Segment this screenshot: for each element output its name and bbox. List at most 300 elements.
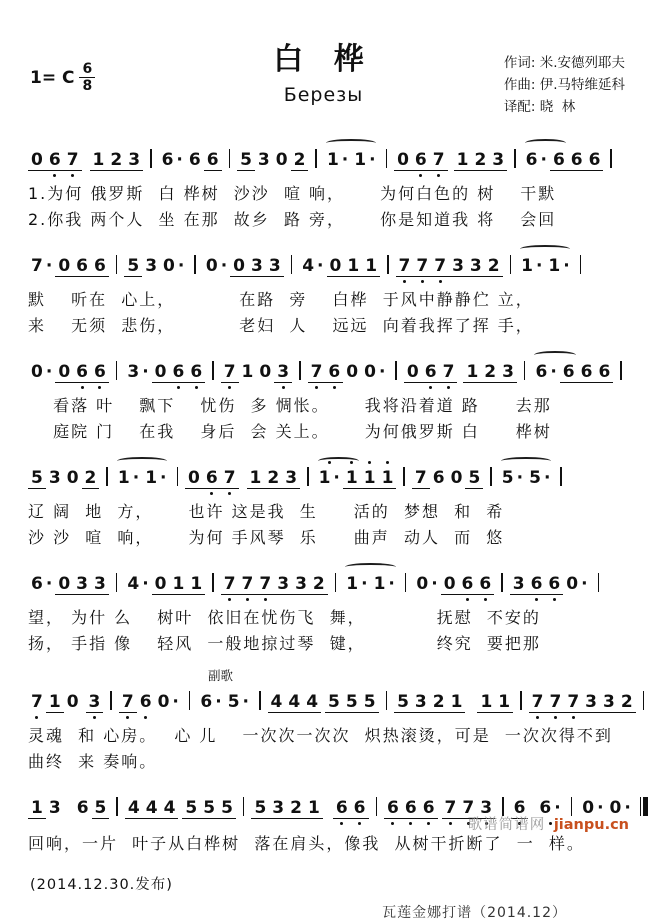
note: 6 [188, 150, 201, 170]
note: 2 [618, 692, 636, 713]
low-octave-dot [71, 174, 74, 177]
note: 6 [578, 362, 596, 383]
note: 1 · [145, 468, 167, 488]
note: 1 · [354, 150, 376, 170]
credit-lyricist: 作词: 米.安德列耶夫 [503, 55, 625, 71]
augmentation-dot: · [142, 362, 149, 382]
note: 7 [396, 256, 414, 277]
note: 0 [327, 256, 345, 277]
barline-icon [307, 467, 309, 486]
barline-icon [580, 255, 582, 274]
note: 2 [291, 150, 309, 171]
augmentation-dot: · [369, 150, 376, 170]
low-octave-dot [409, 822, 412, 825]
augmentation-dot: · [177, 256, 185, 276]
note: 7 [440, 362, 458, 383]
lyric-line: 灵魂 和 心房。 心 儿 一次次一次次 炽热滚烫，可是 一次次得不到 [28, 726, 613, 745]
note: 4 [143, 798, 161, 819]
note: 6 [73, 362, 91, 383]
barline-icon [116, 797, 118, 816]
barline-icon [194, 255, 196, 274]
note: 0 · [163, 256, 185, 276]
tie-arc [534, 351, 576, 359]
low-octave-dot [484, 598, 487, 601]
note: 5 [394, 692, 412, 713]
note: 3 [499, 362, 517, 383]
note: 4 [268, 692, 286, 713]
note: 3 [91, 574, 109, 595]
low-octave-dot [340, 822, 343, 825]
barline-icon [387, 255, 389, 274]
note: 6 · [31, 574, 53, 594]
note: 2 [485, 256, 503, 277]
barline-icon [560, 467, 562, 486]
high-octave-dot [368, 461, 371, 464]
barline-icon [490, 467, 492, 486]
watermark [468, 813, 629, 834]
low-octave-dot [315, 386, 318, 389]
low-octave-dot [126, 716, 129, 719]
note: 6 · [525, 150, 547, 170]
note: 1 · [316, 468, 343, 488]
notation-line [28, 136, 635, 181]
low-octave-dot [439, 280, 442, 283]
note: 0 [404, 362, 422, 383]
low-octave-dot [53, 174, 56, 177]
note: 1 [241, 362, 254, 382]
augmentation-dot: · [45, 256, 53, 276]
note: 0 · [31, 362, 53, 382]
notation-line [28, 560, 635, 605]
note: 6 [511, 798, 529, 819]
note: 0 [275, 150, 288, 170]
low-octave-dot [535, 598, 538, 601]
note: 7 [256, 574, 274, 595]
watermark-domain-link[interactable]: jianpu.cn [553, 817, 629, 833]
note: 5 · [501, 468, 524, 488]
low-octave-dot [98, 386, 101, 389]
note: 2 [82, 468, 100, 489]
note: 7 [119, 692, 137, 713]
barline-icon [212, 573, 214, 592]
low-octave-dot [421, 280, 424, 283]
note: 5 [92, 798, 110, 819]
augmentation-dot: · [543, 468, 551, 488]
music-system [28, 348, 635, 445]
credit-translator: 译配: 晓 林 [503, 99, 576, 115]
watermark-site-name: 歌谱简谱网 [467, 817, 546, 833]
low-octave-dot [403, 280, 406, 283]
note: 0 [28, 150, 46, 171]
barline-icon [524, 361, 526, 380]
note: 5 · [529, 468, 551, 488]
note: 3 [274, 362, 292, 383]
notation-line [28, 242, 635, 287]
low-octave-dot [81, 386, 84, 389]
note: 6 [203, 468, 221, 489]
note: 6 [91, 362, 109, 383]
lyric-line: 望， 为什 么 树叶 依旧在忧伤飞 舞， 抚慰 不安的 [28, 608, 541, 627]
low-octave-dot [93, 716, 96, 719]
low-octave-dot [333, 386, 336, 389]
low-octave-dot [449, 822, 452, 825]
lyric-line: 辽 阔 地 方， 也许 这是我 生 活的 梦想 和 希 [28, 502, 505, 521]
note: 4 · [302, 256, 324, 276]
low-octave-dot [195, 386, 198, 389]
tie-arc [501, 457, 551, 465]
augmentation-dot: · [535, 256, 543, 276]
note: 6 [528, 574, 546, 595]
note: 3 [274, 574, 292, 595]
note: 7 [564, 692, 582, 713]
lyric-line: 庭院 门 在我 身后 会 关上。 为何俄罗斯 白 桦树 [28, 422, 552, 441]
note: 6 [420, 798, 438, 819]
note: 3 [449, 256, 467, 277]
note: 0 · [609, 798, 631, 818]
barline-icon [150, 149, 152, 168]
note: 7 [546, 692, 564, 713]
augmentation-dot: · [160, 468, 167, 488]
note: 6 [476, 574, 494, 595]
note: 6 [560, 362, 578, 383]
barline-icon [229, 149, 231, 168]
note: 6 [422, 362, 440, 383]
note: 7 [459, 798, 477, 819]
low-octave-dot [466, 598, 469, 601]
note: 2 [264, 468, 282, 489]
note: 3 [467, 256, 485, 277]
lyric-line: 扬， 手指 像 轻风 一般地掠过琴 键， 终究 要把那 [28, 634, 541, 653]
note: 3 [248, 256, 266, 277]
note: 1 [454, 150, 472, 171]
note: 0 · [205, 256, 228, 276]
augmentation-dot: · [333, 468, 340, 488]
low-octave-dot [554, 716, 557, 719]
low-octave-dot [177, 386, 180, 389]
note: 4 [161, 798, 179, 819]
low-octave-dot [427, 822, 430, 825]
note: 0 · [157, 692, 179, 712]
notation-area [0, 132, 647, 857]
note: 2 [481, 362, 499, 383]
low-octave-dot [437, 174, 440, 177]
lyric-line: 曲终 来 奏响。 [28, 752, 158, 771]
meter-numerator: 6 [79, 62, 95, 78]
note: 3 [48, 798, 61, 818]
note: 3 [292, 574, 310, 595]
notation-line [28, 348, 635, 393]
note: 3 [582, 692, 600, 713]
barline-icon [620, 361, 622, 380]
note: 5 [28, 468, 46, 489]
note: 0 [185, 468, 203, 489]
augmentation-dot: · [624, 798, 631, 818]
note: 5 [218, 798, 236, 819]
note: 7 [412, 468, 430, 489]
note: 1 · [548, 256, 570, 276]
barline-icon [106, 467, 108, 486]
augmentation-dot: · [242, 692, 249, 712]
note: 7 [431, 256, 449, 277]
note: 6 [46, 150, 64, 171]
note: 6 [170, 362, 188, 383]
note: 1 [46, 692, 64, 713]
note: 4 [125, 798, 143, 819]
credit-composer: 作曲: 伊.马特维延科 [503, 77, 625, 93]
note: 7 [28, 692, 46, 712]
note: 1 · [326, 150, 349, 170]
barline-icon [315, 149, 317, 168]
note: 1 [463, 362, 481, 383]
chorus-label: 副歌 [208, 668, 234, 683]
barline-icon [243, 797, 245, 816]
note: 0 [230, 256, 248, 277]
barline-icon [395, 361, 397, 380]
note: 6 [459, 574, 477, 595]
augmentation-dot: · [431, 574, 438, 594]
note: 6 [432, 468, 445, 488]
low-octave-dot [282, 386, 285, 389]
credits-block [504, 52, 625, 118]
low-octave-dot [35, 716, 38, 719]
note: 0 [346, 362, 359, 382]
note: 1 [28, 798, 46, 819]
note: 3 [269, 798, 287, 819]
barline-icon [386, 691, 388, 710]
final-barline-icon [640, 797, 649, 821]
low-octave-dot [264, 598, 267, 601]
augmentation-dot: · [378, 362, 386, 382]
augmentation-dot: · [341, 150, 349, 170]
low-octave-dot [419, 174, 422, 177]
note: 7 [413, 256, 431, 277]
note: 0 [441, 574, 459, 595]
note: 1 [343, 468, 361, 489]
note: 7 · [31, 256, 53, 276]
note: 6 · [200, 692, 222, 712]
augmentation-dot: · [176, 150, 183, 170]
note: 0 [66, 468, 79, 488]
augmentation-dot: · [540, 150, 547, 170]
augmentation-dot: · [142, 574, 149, 594]
low-octave-dot [553, 598, 556, 601]
barline-icon [376, 797, 378, 816]
low-octave-dot [228, 386, 231, 389]
barline-icon [386, 149, 388, 168]
note: 2 [430, 692, 448, 713]
note: 5 [361, 692, 379, 713]
tie-arc [520, 245, 570, 253]
music-system [28, 666, 635, 775]
low-octave-dot [429, 386, 432, 389]
augmentation-dot: · [550, 362, 557, 382]
low-octave-dot [144, 716, 147, 719]
augmentation-dot: · [172, 692, 179, 712]
note: 1 [477, 692, 495, 713]
low-octave-dot [447, 386, 450, 389]
augmentation-dot: · [563, 256, 570, 276]
note: 6 [204, 150, 222, 171]
note: 6 [351, 798, 369, 819]
barline-icon [177, 467, 179, 486]
note: 0 [152, 574, 170, 595]
note: 1 [362, 256, 380, 277]
notation-line [28, 454, 635, 499]
note: 1 · [521, 256, 543, 276]
note: 6 [595, 362, 613, 383]
augmentation-dot: · [45, 362, 53, 382]
barline-icon [520, 691, 522, 710]
note: 6 [384, 798, 402, 819]
barline-icon [514, 149, 516, 168]
note: 4 [285, 692, 303, 713]
barline-icon [598, 573, 600, 592]
barline-icon [403, 467, 405, 486]
low-octave-dot [358, 822, 361, 825]
tie-arc [525, 139, 566, 147]
note: 7 [430, 150, 448, 171]
note: 0 · [364, 362, 386, 382]
publish-date: (2014.12.30.发布) [30, 877, 173, 893]
note: 0 [66, 692, 79, 712]
note: 6 [76, 798, 89, 818]
note: 1 [247, 468, 265, 489]
note: 7 [442, 798, 460, 819]
augmentation-dot: · [317, 256, 324, 276]
low-octave-dot [536, 716, 539, 719]
note: 5 · [227, 692, 249, 712]
note: 0 [259, 362, 272, 382]
note: 7 [221, 362, 239, 383]
high-octave-dot [386, 461, 389, 464]
lyric-line: 1.为何 俄罗斯 白 桦树 沙沙 喧 响， 为何白色的 树 干默 [28, 184, 557, 203]
note: 5 [465, 468, 483, 489]
augmentation-dot: · [220, 256, 228, 276]
score-header [0, 0, 647, 132]
augmentation-dot: · [132, 468, 140, 488]
note: 3 [257, 150, 270, 170]
note: 0 · [416, 574, 438, 594]
low-octave-dot [210, 492, 213, 495]
note: 6 [586, 150, 604, 171]
augmentation-dot: · [581, 574, 588, 594]
augmentation-dot: · [597, 798, 604, 818]
music-system [28, 242, 635, 339]
note: 1 [305, 798, 323, 819]
note: 0 [152, 362, 170, 383]
note: 3 [86, 692, 104, 713]
note: 7 [239, 574, 257, 595]
note: 3 · [127, 362, 149, 382]
page-subtitle: Березы [283, 84, 364, 106]
note: 6 [137, 692, 155, 712]
note: 6 · [535, 362, 557, 382]
note: 1 [379, 468, 397, 489]
note: 6 · [161, 150, 183, 170]
low-octave-dot [228, 492, 231, 495]
barline-icon [335, 573, 337, 592]
barline-icon [501, 573, 503, 592]
barline-icon [405, 573, 407, 592]
note: 3 [510, 574, 528, 595]
note: 2 [107, 150, 125, 171]
lyric-line: 2.你我 两个人 坐 在那 故乡 路 旁， 你是知道我 将 会回 [28, 210, 557, 229]
note: 5 [200, 798, 218, 819]
barline-icon [116, 255, 118, 274]
music-system [28, 136, 635, 233]
note: 1 [361, 468, 379, 489]
note: 4 [303, 692, 321, 713]
music-system [28, 560, 635, 657]
note: 3 [145, 256, 158, 276]
tie-arc [318, 457, 359, 465]
meter-denominator: 8 [82, 78, 93, 94]
note: 0 [55, 256, 73, 277]
barline-icon [610, 149, 612, 168]
note: 5 [325, 692, 343, 713]
low-octave-dot [391, 822, 394, 825]
note: 2 [287, 798, 305, 819]
augmentation-dot: · [554, 798, 561, 818]
barline-icon [510, 255, 512, 274]
note: 6 · [536, 798, 563, 818]
barline-icon [116, 573, 118, 592]
tie-arc [326, 139, 376, 147]
note: 1 [90, 150, 108, 171]
note: 0 [55, 362, 73, 383]
note: 6 [73, 256, 91, 277]
note: 7 [221, 468, 239, 489]
note: 3 [600, 692, 618, 713]
note: 1 [448, 692, 466, 713]
barline-icon [259, 691, 261, 710]
note: 7 [64, 150, 82, 171]
note: 6 [333, 798, 351, 819]
notation-line [28, 678, 635, 723]
note: 3 [48, 468, 61, 488]
note: 6 [550, 150, 568, 171]
barline-icon [116, 361, 118, 380]
note: 0 · [582, 798, 604, 818]
note: 6 [91, 256, 109, 277]
note: 5 [251, 798, 269, 819]
low-octave-dot [246, 598, 249, 601]
note: 2 [310, 574, 328, 595]
lyric-line: 回响，一片 叶子从白桦树 落在肩头，像我 从树干折断了 一 样。 [28, 834, 585, 853]
note: 6 [402, 798, 420, 819]
lyric-line: 来 无须 悲伤， 老妇 人 远远 向着我挥了挥 手， [28, 316, 534, 335]
note: 3 [477, 798, 495, 819]
note: 6 [568, 150, 586, 171]
barline-icon [643, 691, 645, 710]
augmentation-dot: · [361, 574, 368, 594]
note: 1 [344, 256, 362, 277]
note: 1 · [373, 574, 395, 594]
barline-icon [299, 361, 301, 380]
note: 6 [412, 150, 430, 171]
note: 3 [125, 150, 143, 171]
note: 3 [282, 468, 300, 489]
augmentation-dot: · [388, 574, 395, 594]
note: 5 [124, 256, 142, 277]
note: 0 [450, 468, 463, 488]
note: 4 · [127, 574, 149, 594]
note: 2 [471, 150, 489, 171]
note: 1 · [346, 574, 368, 594]
note: 7 [529, 692, 547, 713]
barline-icon [110, 691, 112, 710]
note: 0 [55, 574, 73, 595]
